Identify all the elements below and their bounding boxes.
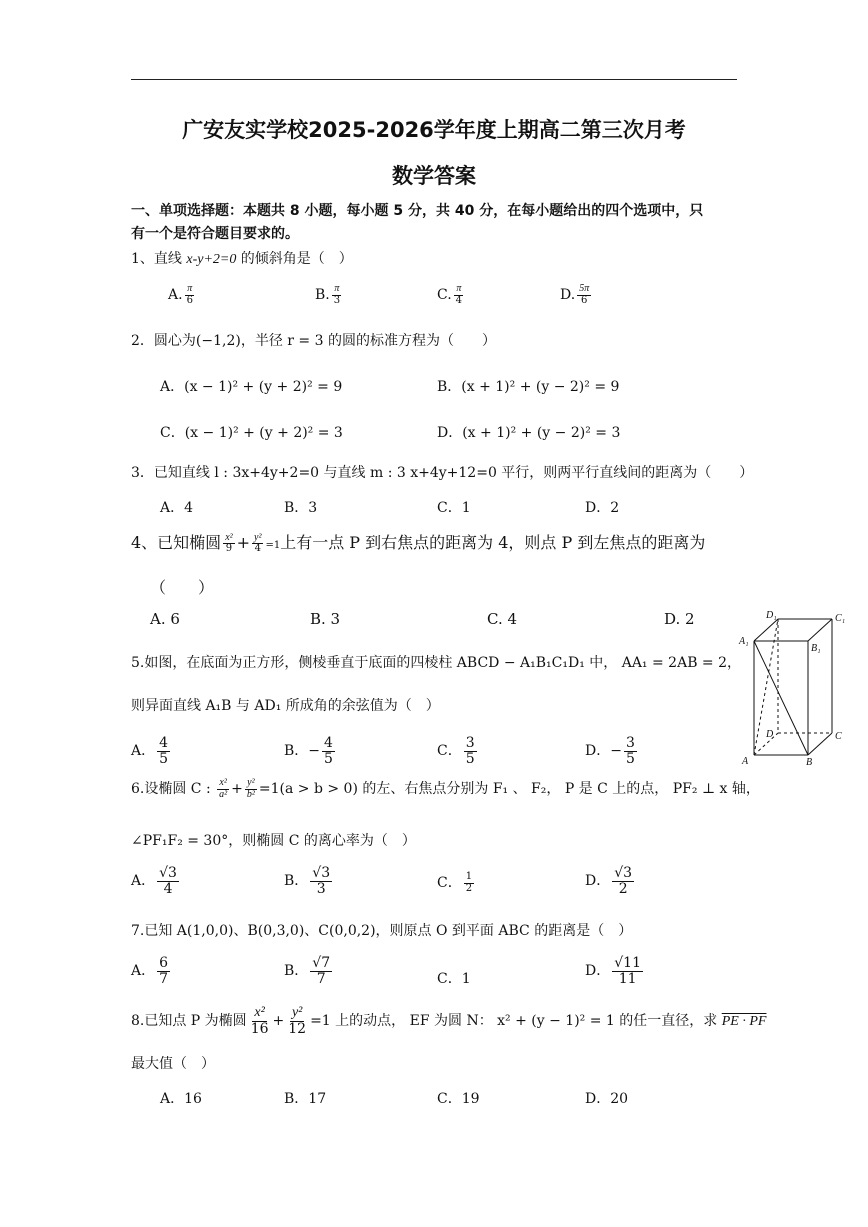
q8-option-b: B．17 xyxy=(284,1091,327,1107)
frac-den: 3 xyxy=(316,880,326,897)
q2-option-c: C．(x − 1)² + (y + 2)² = 3 xyxy=(160,425,343,441)
q5-option-c xyxy=(437,736,479,766)
frac-num: √3 xyxy=(312,865,331,881)
q4-option-c: C. 4 xyxy=(487,610,518,628)
q7-option-c xyxy=(437,968,471,988)
edge-b1-c1 xyxy=(808,619,832,641)
option-letter: D． xyxy=(585,743,611,760)
label-c: C xyxy=(835,731,842,742)
prism-figure xyxy=(736,609,868,769)
frac-den: 7 xyxy=(316,970,326,987)
frac-num: x² xyxy=(254,1005,265,1020)
q8-mid: =1 上的动点， EF 为圆 N： x² + (y − 1)² = 1 的任一直径，求 xyxy=(310,1013,722,1030)
q8-option-a: A．16 xyxy=(160,1091,202,1107)
frac-num: y² xyxy=(254,531,262,543)
line-a1-b xyxy=(754,641,808,755)
page-subtitle: 数学答案 xyxy=(392,164,476,188)
option-sign: − xyxy=(308,743,321,760)
section-heading-line2: 有一个是符合题目要求的。 xyxy=(131,226,299,242)
q2-option-d: D．(x + 1)² + (y − 2)² = 3 xyxy=(437,425,621,441)
option-letter: A． xyxy=(131,963,156,980)
frac-den: 2 xyxy=(618,880,628,897)
q4-paren: （ ） xyxy=(150,578,215,597)
question-4: 4、已知椭圆 $\frac{\text{x²}}{9}$ + $\frac{\text{y²}}{4}$ =1上有一点 P 到右焦点的距离为 4，则点 P 到左焦点的距离为 xyxy=(131,531,706,554)
option-value: 1 xyxy=(461,971,471,987)
label-b1: B₁ xyxy=(811,643,821,654)
frac-num: √11 xyxy=(614,955,641,971)
frac-num: y² xyxy=(291,1005,303,1020)
option-sign: − xyxy=(610,743,622,760)
q1-option-b xyxy=(315,284,344,306)
q1-suffix: 的倾斜角是（ ） xyxy=(236,251,353,267)
option-letter: C. xyxy=(437,287,452,303)
q4-option-b: B. 3 xyxy=(310,610,341,628)
q6-option-a xyxy=(131,866,181,896)
question-8-line2: 最大值（ ） xyxy=(131,1056,215,1072)
frac-den: a² xyxy=(219,788,228,800)
q7-option-a xyxy=(131,956,172,986)
frac-den: 4 xyxy=(455,294,463,306)
q3-option-d: D．2 xyxy=(585,500,620,516)
question-7: 7.已知 A(1,0,0)、B(0,3,0)、C(0,0,2)，则原点 O 到平面 ABC 的距离是（ ） xyxy=(131,923,633,939)
frac-den: b² xyxy=(246,788,255,800)
frac-den: 9 xyxy=(225,543,233,554)
q4-prefix: 4、已知椭圆 xyxy=(131,533,222,552)
page-title: 广安友实学校2025-2026学年度上期高二第三次月考 xyxy=(182,118,686,142)
q8-vector-product: PE · PF xyxy=(721,1014,767,1030)
frac-num: x² xyxy=(219,777,227,788)
option-letter: C． xyxy=(437,875,462,891)
q4-option-a: A. 6 xyxy=(150,610,180,628)
q4-option-d: D. 2 xyxy=(664,610,695,628)
q4-suffix: 上有一点 P 到右焦点的距离为 4，则点 P 到左焦点的距离为 xyxy=(280,533,706,552)
question-6-line1: 6.设椭圆 C : $\frac{\text{x²}}{\text{a²}}$ + $\frac{\text{y²}}{\text{b²}}$ =1(a > b > 0) 的左、右焦点分别为 F₁ 、 F₂， P 是 C 上的点， PF₂ ⊥ x 轴， xyxy=(131,777,760,800)
option-letter: D． xyxy=(585,963,611,980)
frac-num: 1 xyxy=(465,871,473,882)
option-letter: A． xyxy=(131,743,156,760)
q1-equation: x-y+2=0 xyxy=(186,252,237,267)
q7-option-b xyxy=(284,956,334,986)
frac-den: 11 xyxy=(618,970,637,987)
q5-option-d xyxy=(585,736,639,766)
option-letter: B． xyxy=(284,743,309,760)
frac-den: 5 xyxy=(159,750,169,767)
option-letter: B. xyxy=(315,287,330,303)
q1-option-c xyxy=(437,284,466,306)
frac-den: 6 xyxy=(186,294,193,306)
frac-den: 16 xyxy=(250,1020,269,1037)
frac-num: √3 xyxy=(614,865,633,881)
q4-eq-tail: =1 xyxy=(265,540,281,551)
frac-num: 3 xyxy=(465,735,475,751)
question-1 xyxy=(131,248,353,268)
q5-option-a xyxy=(131,736,172,766)
q2-option-b: B．(x + 1)² + (y − 2)² = 9 xyxy=(437,379,620,395)
q3-option-a: A．4 xyxy=(160,500,194,516)
frac-den: 5 xyxy=(465,750,475,767)
q6-option-d xyxy=(585,866,636,896)
frac-den: 7 xyxy=(159,970,169,987)
option-letter: C． xyxy=(437,971,462,987)
frac-num: 4 xyxy=(324,735,333,751)
frac-num: π xyxy=(456,283,462,294)
edge-b-c xyxy=(808,733,832,755)
header-rule xyxy=(131,79,737,80)
frac-num: π xyxy=(187,283,193,294)
q6-tail: =1(a > b > 0) 的左、右焦点分别为 F₁ 、 F₂， P 是 C 上的点， PF₂ ⊥ x 轴， xyxy=(258,781,760,797)
frac-num: x² xyxy=(225,531,233,543)
edge-a1-d1 xyxy=(754,619,778,641)
q6-option-b xyxy=(284,866,334,896)
frac-num: π xyxy=(334,283,340,294)
q3-option-c: C．1 xyxy=(437,500,471,516)
option-letter: B． xyxy=(284,873,309,890)
option-letter: D． xyxy=(585,873,611,890)
question-3: 3．已知直线 l : 3x+4y+2=0 与直线 m : 3 x+4y+12=0 平行，则两平行直线间的距离为（ ） xyxy=(131,465,754,481)
frac-num: √3 xyxy=(159,865,177,881)
q1-option-d xyxy=(560,284,593,306)
q1-prefix: 1、直线 xyxy=(131,251,187,267)
option-letter: D. xyxy=(560,287,576,303)
frac-den: 6 xyxy=(581,294,588,306)
frac-num: √7 xyxy=(312,955,331,971)
label-c1: C₁ xyxy=(835,613,846,624)
question-6-line2: ∠PF₁F₂ = 30°，则椭圆 C 的离心率为（ ） xyxy=(131,833,416,849)
frac-den: 12 xyxy=(288,1020,307,1037)
q1-option-a xyxy=(168,284,197,306)
frac-num: 6 xyxy=(159,955,169,971)
question-8-line1: 8.已知点 P 为椭圆 $\frac{\text{x²}}{16}$ + $\frac{\text{y²}}{12}$ =1 上的动点， EF 为圆 N： x² + (y − 1)² = 1 的任一直径，求 PE · PF xyxy=(131,1005,767,1037)
label-d: D xyxy=(766,729,774,740)
frac-num: 5π xyxy=(579,283,590,294)
section-heading-line1: 一、单项选择题：本题共 8 小题，每小题 5 分，共 40 分，在每小题给出的四个选项中，只 xyxy=(131,203,704,219)
frac-num: y² xyxy=(247,777,255,788)
frac-den: 2 xyxy=(465,882,473,894)
frac-num: 3 xyxy=(625,735,635,751)
q3-option-b: B．3 xyxy=(284,500,318,516)
q5-option-b xyxy=(284,736,337,766)
frac-den: 4 xyxy=(254,543,261,554)
label-a: A xyxy=(742,756,749,767)
q2-option-a: A．(x − 1)² + (y + 2)² = 9 xyxy=(160,379,343,395)
q7-option-d xyxy=(585,956,645,986)
frac-den: 5 xyxy=(324,750,333,767)
option-letter: C． xyxy=(437,743,462,760)
option-letter: A． xyxy=(131,873,156,890)
frac-den: 4 xyxy=(163,880,173,897)
option-letter: A. xyxy=(168,287,183,303)
frac-den: 3 xyxy=(333,294,341,306)
q6-option-c xyxy=(437,872,476,894)
question-5-line1: 5.如图，在底面为正方形，侧棱垂直于底面的四棱柱 ABCD − A₁B₁C₁D₁ 中， AA₁ = 2AB = 2， xyxy=(131,655,742,671)
q8-prefix: 8.已知点 P 为椭圆 xyxy=(131,1013,247,1030)
q8-option-c: C．19 xyxy=(437,1091,480,1107)
q6-prefix: 6.设椭圆 C : xyxy=(131,781,216,797)
label-a1: A₁ xyxy=(739,636,749,647)
frac-num: 4 xyxy=(159,735,169,751)
q8-option-d: D．20 xyxy=(585,1091,629,1107)
label-d1: D₁ xyxy=(766,610,777,621)
frac-den: 5 xyxy=(625,750,635,767)
question-5-line2: 则异面直线 A₁B 与 AD₁ 所成角的余弦值为（ ） xyxy=(131,698,440,714)
option-letter: B． xyxy=(284,963,309,980)
question-2: 2．圆心为(−1,2)，半径 r = 3 的圆的标准方程为（ ） xyxy=(131,333,496,349)
label-b: B xyxy=(806,757,813,768)
